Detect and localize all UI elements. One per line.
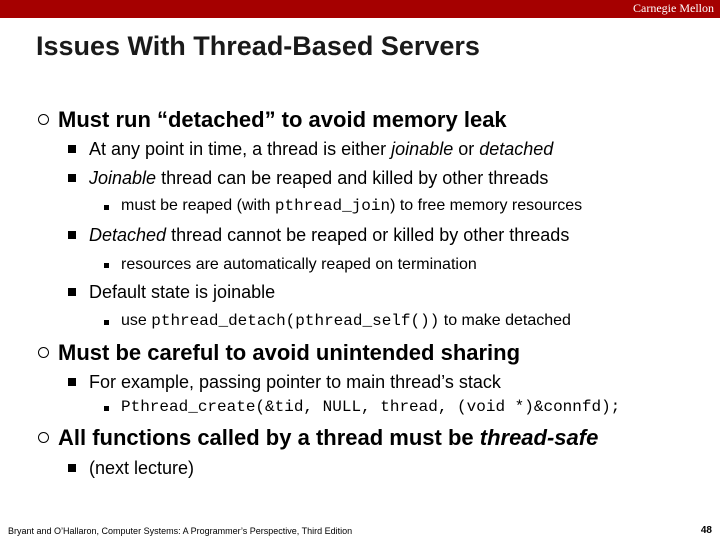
sub-sub-bullet-resources: resources are automatically reaped on termination [121, 256, 477, 273]
circle-bullet-icon [38, 432, 49, 443]
small-square-bullet-icon [104, 205, 109, 210]
sub-bullet-next-lecture: (next lecture) [89, 458, 195, 478]
sub-sub-bullet-pthread-detach [121, 312, 571, 330]
sub-bullet-example: For example, passing pointer to main thread’s stack [89, 372, 501, 392]
text: to make detached [439, 312, 571, 329]
text: At any point in time, a thread is either [89, 139, 392, 159]
slide-title: Issues With Thread-Based Servers [36, 31, 480, 61]
text: must be reaped (with [121, 197, 275, 214]
square-bullet-icon [68, 145, 76, 153]
sub-bullet-detached-thread [89, 225, 569, 246]
emphasis-joinable: Joinable [89, 168, 157, 188]
square-bullet-icon [68, 464, 76, 472]
emphasis-thread-safe: thread-safe [479, 425, 599, 450]
text: ) to free memory resources [390, 197, 583, 214]
small-square-bullet-icon [104, 320, 109, 325]
code-pthread-create: Pthread_create(&tid, NULL, thread, (void *)&connfd); [121, 398, 621, 416]
small-square-bullet-icon [104, 406, 109, 411]
bullet-detached: Must run “detached” to avoid memory leak [58, 107, 507, 132]
text: thread cannot be reaped or killed by other threads [166, 225, 570, 245]
brand-label: Carnegie Mellon [633, 1, 714, 15]
text: All functions called by a thread must be [58, 425, 480, 450]
circle-bullet-icon [38, 347, 49, 358]
small-square-bullet-icon [104, 263, 109, 268]
text: use [121, 312, 152, 329]
circle-bullet-icon [38, 114, 49, 125]
square-bullet-icon [68, 231, 76, 239]
sub-bullet-joinable-thread [89, 168, 548, 189]
text: or [453, 139, 480, 159]
square-bullet-icon [68, 288, 76, 296]
text: thread can be reaped and killed by other threads [156, 168, 549, 188]
code-pthread-detach: pthread_detach(pthread_self()) [151, 312, 440, 330]
code-pthread-join: pthread_join [274, 197, 391, 215]
footer-citation: Bryant and O’Hallaron, Computer Systems: A Programmer’s Perspective, Third Edition [8, 526, 353, 536]
bullet-unintended-sharing: Must be careful to avoid unintended sharing [58, 340, 521, 365]
emphasis-joinable: joinable [391, 139, 454, 159]
emphasis-detached: Detached [89, 225, 167, 245]
square-bullet-icon [68, 174, 76, 182]
sub-sub-bullet-pthread-join [121, 197, 582, 215]
header-bar [0, 0, 720, 18]
square-bullet-icon [68, 378, 76, 386]
bullet-thread-safe [58, 425, 598, 451]
sub-bullet-joinable-or-detached [89, 139, 553, 160]
sub-bullet-default-state: Default state is joinable [89, 282, 276, 302]
page-number: 48 [700, 525, 712, 536]
emphasis-detached: detached [479, 139, 554, 159]
